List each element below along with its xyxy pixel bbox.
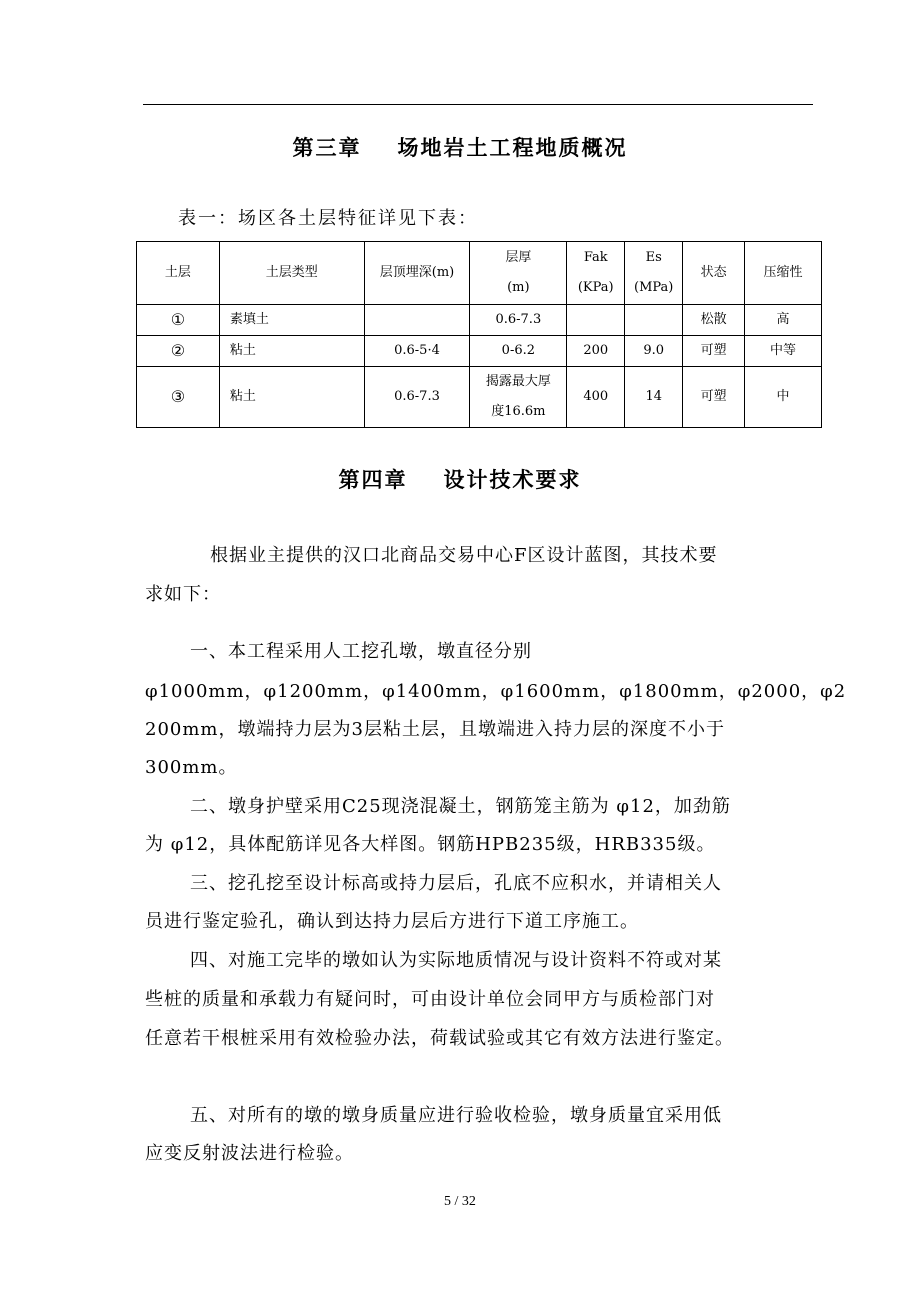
header-compressibility: 压缩性 bbox=[745, 242, 822, 305]
item-2-line-1: 二、墩身护壁采用C25现浇混凝土，钢筋笼主筋为 φ12，加劲筋 bbox=[190, 796, 731, 817]
header-es bbox=[625, 242, 683, 305]
header-state: 状态 bbox=[683, 242, 745, 305]
item-4-line-2: 些桩的质量和承载力有疑问时，可由设计单位会同甲方与质检部门对 bbox=[145, 989, 715, 1010]
cell-type: 粘土 bbox=[219, 336, 364, 367]
item-3-line-2: 员进行鉴定验孔，确认到达持力层后方进行下道工序施工。 bbox=[145, 911, 639, 932]
soil-layer-table bbox=[136, 241, 822, 428]
cell-layer: ② bbox=[137, 336, 220, 367]
cell-compressibility: 中 bbox=[745, 367, 822, 428]
chapter-3-title: 场地岩土工程地质概况 bbox=[397, 135, 628, 160]
cell-state: 可塑 bbox=[683, 336, 745, 367]
chapter-4-number: 第四章 bbox=[338, 467, 408, 492]
cell-thickness-line-2: 度16.6m bbox=[491, 404, 546, 419]
item-1-line-4: 300mm。 bbox=[145, 757, 238, 778]
header-fak-label: Fak bbox=[583, 250, 608, 265]
cell-depth: 0.6-5·4 bbox=[364, 336, 470, 367]
header-thickness-label: 层厚 bbox=[505, 250, 532, 265]
intro-line-1: 根据业主提供的汉口北商品交易中心F区设计蓝图，其技术要 bbox=[210, 545, 718, 566]
table-row bbox=[137, 367, 822, 428]
cell-type: 粘土 bbox=[219, 367, 364, 428]
item-5-line-1: 五、对所有的墩的墩身质量应进行验收检验，墩身质量宜采用低 bbox=[190, 1105, 722, 1126]
cell-fak: 400 bbox=[567, 367, 625, 428]
cell-es: 9.0 bbox=[625, 336, 683, 367]
cell-depth: 0.6-7.3 bbox=[364, 367, 470, 428]
cell-thickness bbox=[470, 367, 567, 428]
header-type: 土层类型 bbox=[219, 242, 364, 305]
cell-layer: ③ bbox=[137, 367, 220, 428]
cell-state: 松散 bbox=[683, 305, 745, 336]
item-1-line-3: 200mm，墩端持力层为3层粘土层，且墩端进入持力层的深度不小于 bbox=[145, 719, 725, 740]
cell-thickness-line-1: 揭露最大厚 bbox=[485, 374, 551, 389]
cell-es bbox=[625, 305, 683, 336]
table-caption: 表一：场区各土层特征详见下表： bbox=[178, 208, 478, 229]
item-3-line-1: 三、挖孔挖至设计标高或持力层后，孔底不应积水，并请相关人 bbox=[190, 873, 722, 894]
chapter-4-title: 设计技术要求 bbox=[443, 467, 582, 492]
intro-line-2: 求如下： bbox=[145, 584, 221, 605]
header-thickness-unit: (m) bbox=[507, 280, 530, 295]
chapter-3-number: 第三章 bbox=[292, 135, 362, 160]
header-depth: 层顶埋深(m) bbox=[364, 242, 470, 305]
item-5-line-2: 应变反射波法进行检验。 bbox=[145, 1143, 354, 1164]
header-layer: 土层 bbox=[137, 242, 220, 305]
header-thickness bbox=[470, 242, 567, 305]
header-fak bbox=[567, 242, 625, 305]
chapter-3-heading bbox=[0, 132, 920, 162]
table-row bbox=[137, 305, 822, 336]
header-rule bbox=[143, 104, 813, 105]
cell-fak: 200 bbox=[567, 336, 625, 367]
cell-thickness: 0.6-7.3 bbox=[470, 305, 567, 336]
header-es-label: Es bbox=[645, 250, 662, 265]
item-1-line-2: φ1000mm，φ1200mm，φ1400mm，φ1600mm，φ1800mm，φ2000，φ2 bbox=[145, 681, 847, 702]
table-row bbox=[137, 336, 822, 367]
cell-thickness: 0-6.2 bbox=[470, 336, 567, 367]
item-2-line-2: 为 φ12，具体配筋详见各大样图。钢筋HPB235级，HRB335级。 bbox=[145, 834, 716, 855]
cell-layer: ① bbox=[137, 305, 220, 336]
cell-depth bbox=[364, 305, 470, 336]
header-fak-unit: (KPa) bbox=[577, 280, 614, 295]
cell-fak bbox=[567, 305, 625, 336]
page-number: 5 / 32 bbox=[444, 1194, 476, 1209]
chapter-4-heading bbox=[0, 464, 920, 494]
header-es-unit: (MPa) bbox=[634, 280, 674, 295]
cell-state: 可塑 bbox=[683, 367, 745, 428]
table-header-row bbox=[137, 242, 822, 305]
cell-type: 素填土 bbox=[219, 305, 364, 336]
item-1-line-1: 一、本工程采用人工挖孔墩，墩直径分别 bbox=[190, 641, 532, 662]
cell-compressibility: 高 bbox=[745, 305, 822, 336]
item-4-line-1: 四、对施工完毕的墩如认为实际地质情况与设计资料不符或对某 bbox=[190, 950, 722, 971]
cell-es: 14 bbox=[625, 367, 683, 428]
cell-compressibility: 中等 bbox=[745, 336, 822, 367]
item-4-line-3: 任意若干根桩采用有效检验办法，荷载试验或其它有效方法进行鉴定。 bbox=[145, 1028, 734, 1049]
